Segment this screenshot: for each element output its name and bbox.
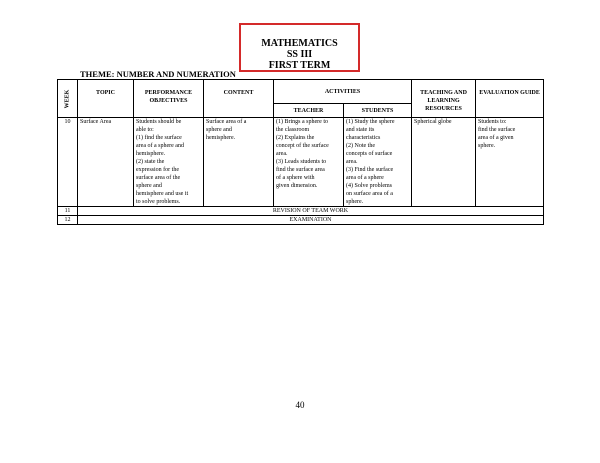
cell-line: given dimension. [276, 183, 318, 189]
cell-line: (2) Note the [346, 143, 375, 149]
cell-line: to solve problems. [136, 199, 181, 205]
cell-line: (1) Brings a sphere to [276, 119, 328, 125]
cell-line: area of a sphere [346, 175, 384, 181]
cell-line: area. [346, 159, 358, 165]
students-activities-cell [344, 118, 412, 207]
students-header: STUDENTS [344, 104, 412, 118]
cell-line: on surface area of a [346, 191, 393, 197]
scheme-of-work-table [57, 79, 544, 225]
cell-line: expression for the [136, 167, 179, 173]
header-row [58, 80, 544, 104]
cell-line: concept of the surface [276, 143, 329, 149]
cell-line: Spherical globe [414, 119, 452, 125]
teacher-header: TEACHER [274, 104, 344, 118]
cell-line: (1) find the surface [136, 135, 182, 141]
cell-line: surface area of the [136, 175, 181, 181]
evaluation-cell [476, 118, 544, 207]
cell-line: sphere. [346, 199, 364, 205]
examination-cell: EXAMINATION [78, 216, 544, 225]
performance-header: PERFORMANCE OBJECTIVES [134, 80, 204, 118]
table-row [58, 207, 544, 216]
cell-line: the classroom [276, 127, 310, 133]
cell-line: Students to: [478, 119, 507, 125]
cell-line: area of a sphere and [136, 143, 184, 149]
cell-line: area of a given [478, 135, 514, 141]
cell-line: characteristics [346, 135, 381, 141]
week-cell: 10 [58, 118, 78, 207]
cell-line: hemisphere and use it [136, 191, 189, 197]
week-cell: 12 [58, 216, 78, 225]
content-header: CONTENT [204, 80, 274, 118]
topic-header: TOPIC [78, 80, 134, 118]
cell-line: sphere and [136, 183, 162, 189]
cell-line: (3) Find the surface [346, 167, 394, 173]
term-title: FIRST TERM [268, 60, 331, 71]
cell-line: find the surface area [276, 167, 325, 173]
cell-line: able to: [136, 127, 154, 133]
cell-line: concepts of surface [346, 151, 393, 157]
cell-line: and state its [346, 127, 375, 133]
cell-line: hemisphere. [206, 135, 236, 141]
cell-line: (4) Solve problems [346, 183, 392, 189]
cell-line: (2) Explains the [276, 135, 315, 141]
class-title: SS III [286, 49, 313, 60]
cell-line: hemisphere. [136, 151, 166, 157]
resources-cell [412, 118, 476, 207]
evaluation-header: EVALUATION GUIDE [476, 80, 544, 118]
content-cell [204, 118, 274, 207]
revision-cell: REVISION OF TEAM WORK [78, 207, 544, 216]
table-row [58, 118, 544, 207]
week-cell: 11 [58, 207, 78, 216]
cell-line: sphere and [206, 127, 232, 133]
cell-line: (3) Leads students to [276, 159, 327, 165]
cell-line: sphere. [478, 143, 496, 149]
theme-heading: THEME: NUMBER AND NUMERATION [80, 69, 236, 79]
cell-line: (2) state the [136, 159, 165, 165]
objectives-cell [134, 118, 204, 207]
teacher-activities-cell [274, 118, 344, 207]
activities-header: ACTIVITIES [274, 80, 412, 104]
table-row [58, 216, 544, 225]
subject-title: MATHEMATICS [261, 38, 338, 49]
cell-line: Students should be [136, 119, 182, 125]
cell-line: find the surface [478, 127, 516, 133]
cell-line: Surface area of a [206, 119, 247, 125]
title-box [239, 23, 360, 72]
resources-header: TEACHING AND LEARNING RESOURCES [412, 80, 476, 118]
topic-cell: Surface Area [78, 118, 134, 207]
cell-line: (1) Study the sphere [346, 119, 395, 125]
week-header: WEEK [58, 80, 78, 118]
cell-line: area. [276, 151, 288, 157]
cell-line: of a sphere with [276, 175, 315, 181]
page-number: 40 [295, 400, 305, 410]
